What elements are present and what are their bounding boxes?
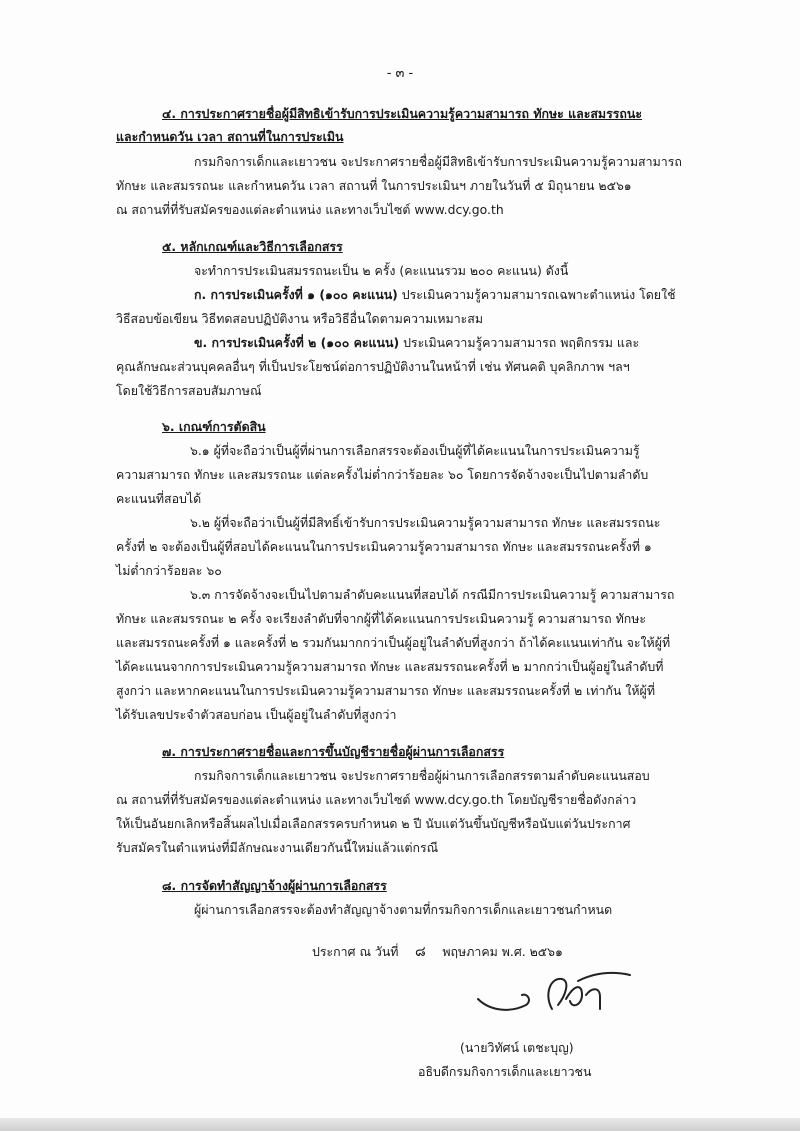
announcement-date — [312, 942, 563, 962]
section-6-heading: ๖. เกณฑ์การตัดสิน — [162, 419, 266, 434]
section-4-heading-line1: ๔. การประกาศรายชื่อผู้มีสิทธิเข้ารับการประเมินความรู้ความสามารถ ทักษะ และสมรรถนะ — [162, 106, 643, 121]
announcement-prefix: ประกาศ ณ วันที่ — [312, 944, 399, 959]
section-7-line1: กรมกิจการเด็กและเยาวชน จะประกาศรายชื่อผู้ผ่านการเลือกสรรตามลำดับคะแนนสอบ — [194, 768, 650, 783]
announcement-day: ๘ — [415, 944, 426, 960]
section-5-item-a-text: ประเมินความรู้ความสามารถเฉพาะตำแหน่ง โดยใช้ — [397, 287, 676, 302]
section-6-1-line3: คะแนนที่สอบได้ — [116, 491, 202, 506]
section-4-text-line1: กรมกิจการเด็กและเยาวชน จะประกาศรายชื่อผู้มีสิทธิเข้ารับการประเมินความรู้ความสามารถ — [194, 154, 682, 169]
section-7-line4: รับสมัครในตำแหน่งที่มีลักษณะงานเดียวกันนี้ใหม่แล้วแต่กรณี — [116, 840, 439, 855]
section-6-3-line1: ๖.๓ การจัดจ้างจะเป็นไปตามลำดับคะแนนที่สอบได้ กรณีมีการประเมินความรู้ ความสามารถ — [190, 587, 675, 602]
section-4-text-line2: ทักษะ และสมรรถนะ และกำหนดวัน เวลา สถานที่ ในการประเมินฯ ภายในวันที่ ๕ มิถุนายน ๒๕๖๑ — [116, 178, 632, 193]
section-7-line2: ณ สถานที่ที่รับสมัครของแต่ละตำแหน่ง และทางเว็บไซต์ www.dcy.go.th โดยบัญชีรายชื่อดังกล่าว — [116, 792, 637, 807]
section-5-item-b-label: ข. การประเมินครั้งที่ ๒ (๑๐๐ คะแนน) — [194, 335, 400, 350]
handwritten-signature — [470, 965, 640, 1025]
section-6-3-line4: ได้คะแนนจากการประเมินความรู้ความสามารถ ทักษะ และสมรรถนะครั้งที่ ๒ มากกว่าเป็นผู้อยู่ในลำดับที่ — [116, 659, 664, 674]
section-5-item-a-line1 — [194, 285, 676, 305]
section-5-intro: จะทำการประเมินสมรรถนะเป็น ๒ ครั้ง (คะแนนรวม ๒๐๐ คะแนน) ดังนี้ — [194, 263, 569, 278]
section-5-item-a-label: ก. การประเมินครั้งที่ ๑ (๑๐๐ คะแนน) — [194, 287, 398, 302]
page-number: - ๓ - — [386, 66, 414, 81]
section-6-3-line6: ได้รับเลขประจำตัวสอบก่อน เป็นผู้อยู่ในลำดับที่สูงกว่า — [116, 707, 397, 722]
section-6-2-line3: ไม่ต่ำกว่าร้อยละ ๖๐ — [116, 563, 222, 578]
section-5-heading: ๕. หลักเกณฑ์และวิธีการเลือกสรร — [162, 239, 343, 254]
section-6-3-line2: ทักษะ และสมรรถนะ ๒ ครั้ง จะเรียงลำดับที่จากผู้ที่ได้คะแนนการประเมินความรู้ ความสามารถ ทักษะ — [116, 611, 647, 626]
section-6-2-line1: ๖.๒ ผู้ที่จะถือว่าเป็นผู้ที่มีสิทธิ์เข้ารับการประเมินความรู้ความสามารถ ทักษะ และสมรรถนะ — [190, 515, 661, 530]
section-6-1-line2: ความสามารถ ทักษะ และสมรรถนะ แต่ละครั้งไม่ต่ำกว่าร้อยละ ๖๐ โดยการจัดจ้างจะเป็นไปตามลำดับ — [116, 467, 649, 482]
section-7-line3: ให้เป็นอันยกเลิกหรือสิ้นผลไปเมื่อเลือกสรรครบกำหนด ๒ ปี นับแต่วันขึ้นบัญชีหรือนับแต่วันประกาศ — [116, 816, 631, 831]
section-7-heading: ๗. การประกาศรายชื่อและการขึ้นบัญชีรายชื่อผู้ผ่านการเลือกสรร — [162, 744, 505, 759]
section-8-line1: ผู้ผ่านการเลือกสรรจะต้องทำสัญญาจ้างตามที่กรมกิจการเด็กและเยาวชนกำหนด — [194, 902, 613, 917]
page-bottom-edge — [0, 1118, 800, 1131]
section-5-item-b-line3: โดยใช้วิธีการสอบสัมภาษณ์ — [116, 383, 262, 398]
section-6-1-line1: ๖.๑ ผู้ที่จะถือว่าเป็นผู้ที่ผ่านการเลือกสรรจะต้องเป็นผู้ที่ได้คะแนนในการประเมินความรู้ — [190, 443, 640, 458]
signer-title: อธิบดีกรมกิจการเด็กและเยาวชน — [418, 1064, 592, 1079]
section-6-3-line3: และสมรรถนะครั้งที่ ๑ และครั้งที่ ๒ รวมกันมากกว่าเป็นผู้อยู่ในลำดับที่สูงกว่า ถ้าได้คะแนนเท่ากัน จะให้ผู้ที่ — [116, 635, 671, 650]
announcement-month-year: พฤษภาคม พ.ศ. ๒๕๖๑ — [442, 944, 563, 959]
section-5-item-b-line2: คุณลักษณะส่วนบุคคลอื่นๆ ที่เป็นประโยชน์ต่อการปฏิบัติงานในหน้าที่ เช่น ทัศนคติ บุคลิกภาพ ฯลฯ — [116, 359, 630, 374]
signer-name: (นายวิทัศน์ เตชะบุญ) — [460, 1040, 574, 1055]
section-8-heading: ๘. การจัดทำสัญญาจ้างผู้ผ่านการเลือกสรร — [162, 878, 387, 893]
section-4-text-line3: ณ สถานที่ที่รับสมัครของแต่ละตำแหน่ง และทางเว็บไซต์ www.dcy.go.th — [116, 202, 504, 217]
section-5-item-a-line2: วิธีสอบข้อเขียน วิธีทดสอบปฏิบัติงาน หรือวิธีอื่นใดตามความเหมาะสม — [116, 311, 484, 326]
section-5-item-b-text: ประเมินความรู้ความสามารถ พฤติกรรม และ — [399, 335, 640, 350]
section-4-heading-line2: และกำหนดวัน เวลา สถานที่ในการประเมิน — [116, 129, 344, 144]
section-6-2-line2: ครั้งที่ ๒ จะต้องเป็นผู้ที่สอบได้คะแนนในการประเมินความรู้ความสามารถ ทักษะ และสมรรถนะครั้งที่ ๑ — [116, 539, 652, 554]
section-5-item-b-line1 — [194, 333, 639, 353]
section-6-3-line5: สูงกว่า และหากคะแนนในการประเมินความรู้ความสามารถ ทักษะ และสมรรถนะครั้งที่ ๒ เท่ากัน ให้ผู้ที่ — [116, 683, 655, 698]
